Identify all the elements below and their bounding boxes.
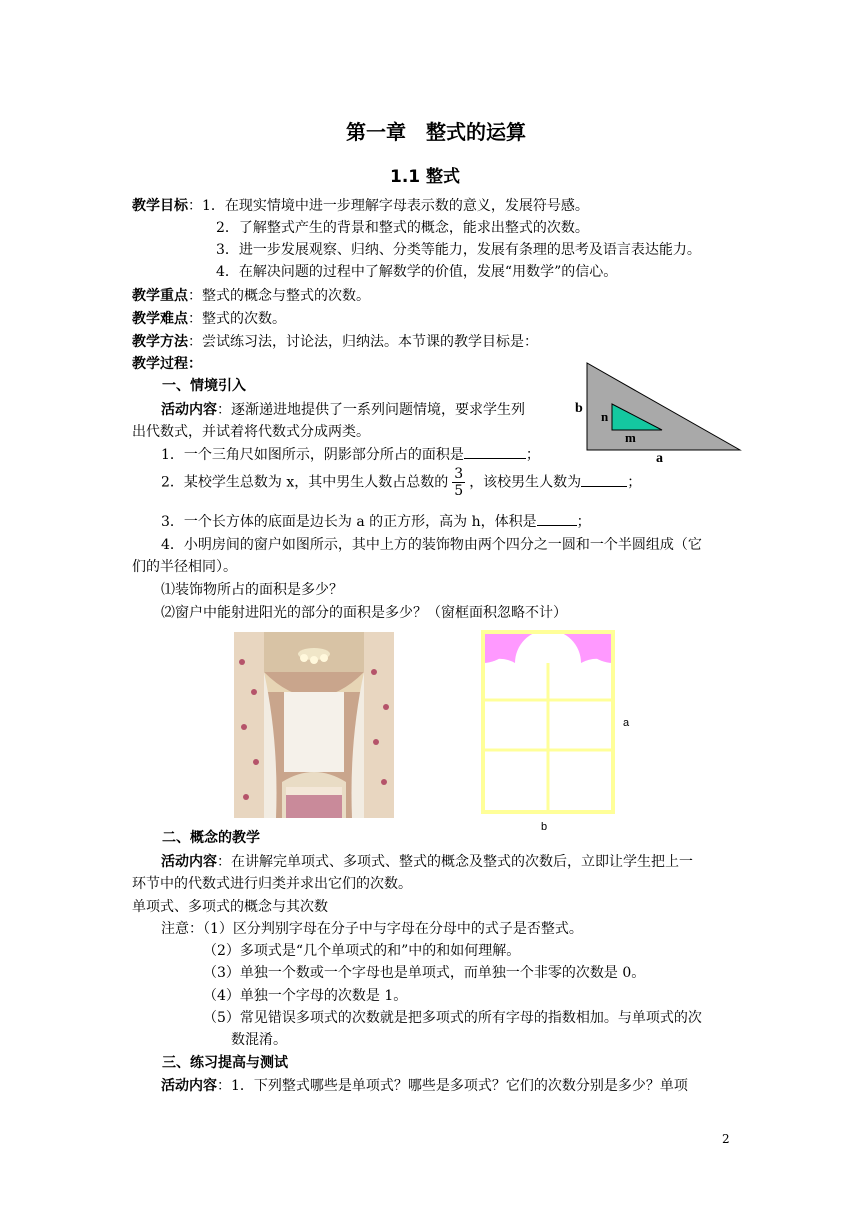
page-number: 2 bbox=[722, 1132, 730, 1146]
section1-activity-cont: 出代数式，并试着将代数式分成两类。 bbox=[132, 424, 370, 440]
question-1-text: 1．一个三角尺如图所示，阴影部分所占的面积是 bbox=[161, 447, 464, 463]
section-title: 1.1 整式 bbox=[390, 167, 461, 187]
question-3 bbox=[161, 511, 591, 532]
key-point bbox=[132, 286, 370, 306]
activity-label: 活动内容 bbox=[161, 1078, 217, 1094]
answer-blank bbox=[464, 444, 526, 459]
window-diagram bbox=[478, 630, 648, 835]
note-item: （1）区分判别字母在分子中与字母在分母中的式子是否整式。 bbox=[203, 921, 583, 937]
question-1-end: ； bbox=[525, 447, 540, 463]
note-item: （2）多项式是“几个单项式的和”中的和如何理解。 bbox=[203, 943, 521, 959]
key-point-label: 教学重点 bbox=[132, 288, 188, 304]
answer-blank bbox=[537, 511, 577, 526]
section2-activity-cont: 环节中的代数式进行归类并求出它们的次数。 bbox=[132, 876, 412, 892]
question-2-text: 2．某校学生总数为 x，其中男生人数占总数的 bbox=[161, 474, 449, 491]
chapter-title: 第一章 整式的运算 bbox=[346, 120, 526, 144]
question-2 bbox=[161, 466, 641, 499]
note-item: （4）单独一个字母的次数是 1。 bbox=[203, 988, 408, 1004]
question-2-text-post: ，该校男生人数为 bbox=[469, 474, 582, 491]
activity-text: ：逐渐递进地提供了一系列问题情境，要求学生列 bbox=[217, 402, 525, 418]
activity-label: 活动内容 bbox=[161, 854, 217, 870]
activity-label: 活动内容 bbox=[161, 402, 217, 418]
fraction-denominator: 5 bbox=[454, 483, 464, 499]
difficulty-label: 教学难点 bbox=[132, 311, 188, 327]
objective-item: 2．了解整式产生的背景和整式的概念，能求出整式的次数。 bbox=[216, 220, 589, 236]
section1-activity bbox=[161, 400, 525, 420]
note-item: （5）常见错误多项式的次数就是把多项式的所有字母的指数相加。与单项式的次 bbox=[203, 1010, 702, 1026]
objective-item: 1．在现实情境中进一步理解字母表示数的意义，发展符号感。 bbox=[202, 198, 589, 214]
process-label: 教学过程： bbox=[132, 356, 202, 372]
question-3-text: 3．一个长方体的底面是边长为 a 的正方形，高为 h，体积是 bbox=[161, 514, 537, 530]
bedroom-photo bbox=[234, 632, 394, 818]
objective-item: 4．在解决问题的过程中了解数学的价值，发展“用数学”的信心。 bbox=[216, 264, 618, 280]
note-line-1 bbox=[161, 919, 583, 939]
section2-subheading: 单项式、多项式的概念与其次数 bbox=[132, 899, 328, 915]
activity-text: ：1．下列整式哪些是单项式？哪些是多项式？它们的次数分别是多少？单项 bbox=[217, 1078, 688, 1094]
activity-text: ：在讲解完单项式、多项式、整式的概念及整式的次数后，立即让学生把上一 bbox=[217, 854, 693, 870]
fraction-numerator: 3 bbox=[454, 466, 464, 482]
question-2-end: ； bbox=[627, 474, 642, 491]
answer-blank bbox=[581, 472, 627, 487]
question-1 bbox=[161, 444, 540, 465]
note-label: 注意： bbox=[161, 921, 203, 937]
question-4-sub-1: ⑴装饰物所占的面积是多少？ bbox=[161, 582, 343, 598]
section2-heading: 二、概念的教学 bbox=[162, 830, 260, 846]
difficulty-text: ：整式的次数。 bbox=[188, 311, 286, 327]
triangle-outer bbox=[587, 363, 740, 450]
window-label-a: a bbox=[623, 717, 630, 729]
key-point-text: ：整式的概念与整式的次数。 bbox=[188, 288, 370, 304]
method-label: 教学方法 bbox=[132, 334, 188, 350]
objectives-colon: ： bbox=[188, 198, 202, 214]
difficulty bbox=[132, 309, 286, 329]
question-4: 4．小明房间的窗户如图所示，其中上方的装饰物由两个四分之一圆和一个半圆组成（它 bbox=[161, 537, 702, 553]
window-label-b: b bbox=[541, 821, 548, 833]
question-4-cont: 们的半径相同）。 bbox=[132, 559, 237, 575]
section2-activity bbox=[161, 852, 693, 872]
note-item: （3）单独一个数或一个字母也是单项式，而单独一个非零的次数是 0。 bbox=[203, 965, 646, 981]
label-m: m bbox=[625, 430, 636, 445]
label-n: n bbox=[601, 409, 609, 424]
fraction bbox=[452, 466, 465, 499]
label-b: b bbox=[575, 401, 583, 416]
objectives-line-1 bbox=[132, 196, 589, 216]
section3-heading: 三、练习提高与测试 bbox=[162, 1055, 288, 1071]
objective-item: 3．进一步发展观察、归纳、分类等能力，发展有条理的思考及语言表达能力。 bbox=[216, 242, 701, 258]
method bbox=[132, 332, 538, 352]
question-4-sub-2: ⑵窗户中能射进阳光的部分的面积是多少？（窗框面积忽略不计） bbox=[161, 605, 567, 621]
note-item-cont: 数混淆。 bbox=[231, 1032, 287, 1048]
triangle-ruler-figure bbox=[570, 358, 750, 466]
question-3-end: ； bbox=[576, 514, 591, 530]
objectives-label: 教学目标 bbox=[132, 198, 188, 214]
section1-heading: 一、情境引入 bbox=[162, 378, 246, 394]
section3-activity bbox=[161, 1076, 688, 1096]
label-a: a bbox=[656, 451, 663, 466]
method-text: ：尝试练习法，讨论法，归纳法。本节课的教学目标是： bbox=[188, 334, 538, 350]
